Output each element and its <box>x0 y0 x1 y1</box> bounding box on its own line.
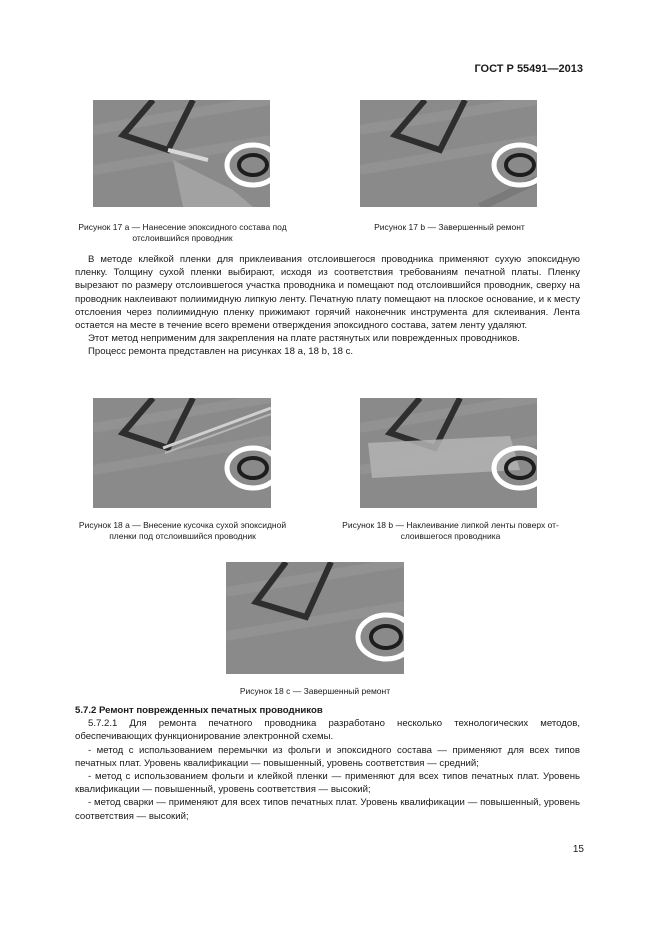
figure-18a-image <box>93 398 271 508</box>
section-5-7-2 <box>75 704 580 823</box>
figure-17b-image <box>360 100 537 207</box>
list-item: - метод с использованием фольги и клейкой пленки — применяют для всех типов печатных плат. Уровень квалификации — повышенный, уровень соответствия — высокий; <box>75 771 580 796</box>
caption-line: Рисунок 18 а — Внесение кусочка сухой эпоксидной <box>78 520 287 530</box>
list-item: - метод с использованием перемычки из фольги и эпоксидного состава — применяют для всех типов печатных плат. Уровень квалификации — повышенный, уровень соответствия — средний; <box>75 744 580 769</box>
paragraph: 5.7.2.1 Для ремонта печатного проводника разработано несколько технологических методов, обеспечивающих функционирование электронной схемы. <box>75 718 580 743</box>
figure-17b-caption: Рисунок 17 b — Завершенный ремонт <box>374 222 525 232</box>
document-id: ГОСТ Р 55491—2013 <box>474 63 583 75</box>
figure-18a-caption <box>55 520 310 542</box>
figure-18c-caption: Рисунок 18 с — Завершенный ремонт <box>239 686 391 696</box>
paragraph: Процесс ремонта представлен на рисунках 18 а, 18 b, 18 с. <box>88 346 354 358</box>
paragraph: Этот метод неприменим для закрепления на плате растянутых или поврежденных проводников. <box>88 333 520 345</box>
caption-line: Рисунок 17 а — Нанесение эпоксидного состава под <box>78 222 287 232</box>
figure-17a-image <box>93 100 270 207</box>
figure-18b-image <box>360 398 537 508</box>
body-text <box>75 253 580 359</box>
caption-line: слоившегося проводника <box>400 531 501 541</box>
figure-18c-image <box>226 562 404 674</box>
list-item: - метод сварки — применяют для всех типов печатных плат. Уровень квалификации — повышенный, уровень соответствия — высокий; <box>75 797 580 822</box>
caption-line: пленки под отслоившийся проводник <box>109 531 256 541</box>
section-heading: 5.7.2 Ремонт поврежденных печатных проводников <box>75 705 323 716</box>
figure-18b-caption <box>318 520 583 542</box>
page-number: 15 <box>572 844 584 855</box>
paragraph: В методе клейкой пленки для приклеивания отслоившегося проводника применяют сухую эпоксидную пленку. Толщину сухой пленки выбирают, исходя из соответствия требованиям печатной платы. Пленку вырезают по размеру отслоившегося участка проводника и помещают под отслоившийся проводник, сверху на проводник наклеивают полиимидную липкую ленту. Печатную плату помещают на плоское основание, и к месту отслоения через полиимидную пленку прижимают горячий наконечник инструмента для склеивания. Лента остается на месте в течение всего времени отверждения эпоксидного состава, затем ленту удаляют. <box>75 254 580 332</box>
caption-line: Рисунок 18 b — Наклеивание липкой ленты поверх от- <box>342 520 559 530</box>
figure-17a-caption <box>55 222 310 244</box>
caption-line: отслоившийся проводник <box>132 233 233 243</box>
